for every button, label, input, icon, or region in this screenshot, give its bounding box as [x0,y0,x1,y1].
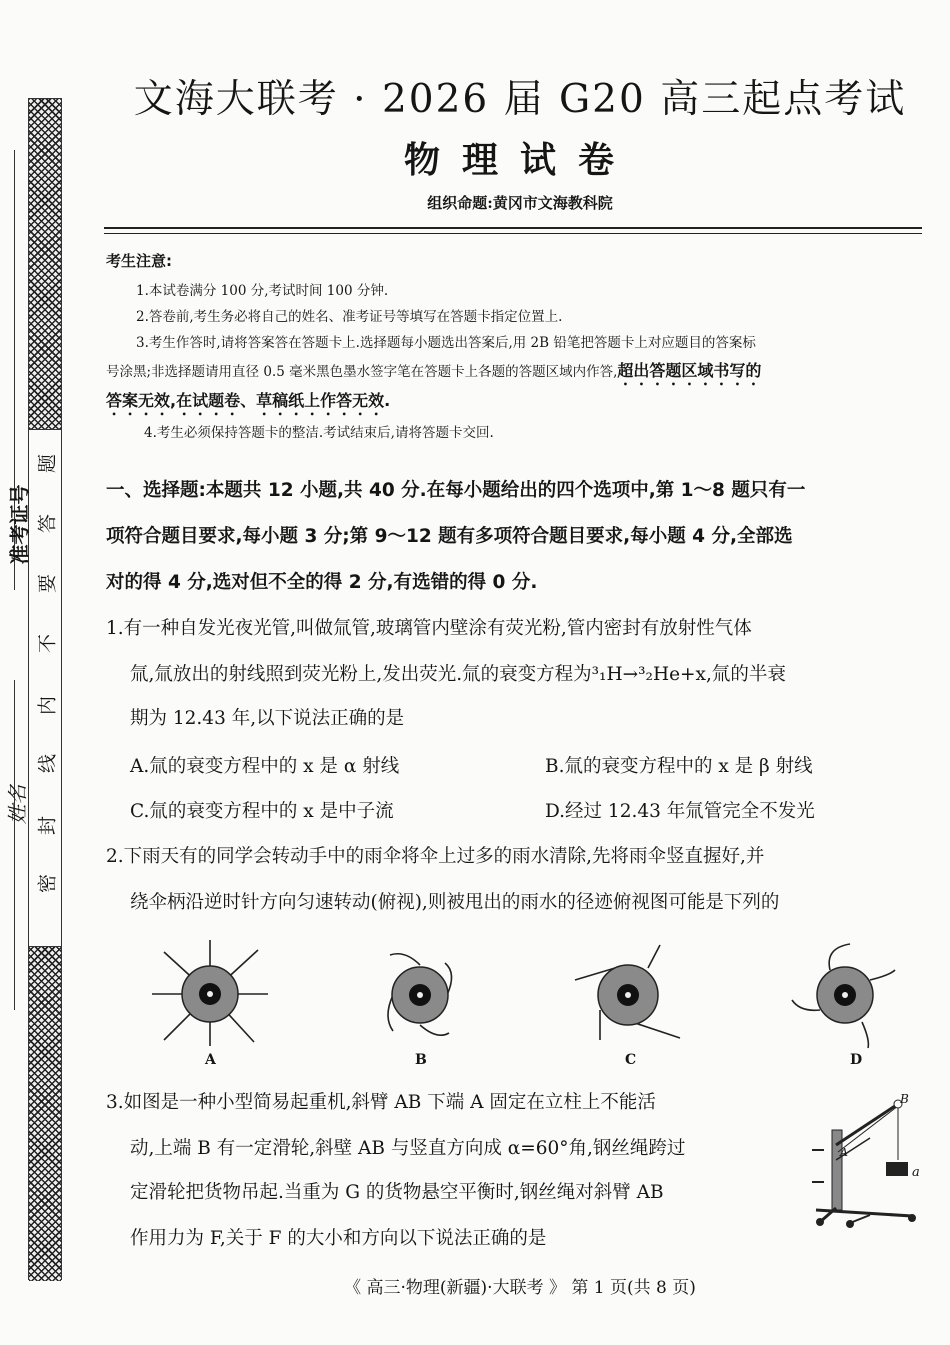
figure-label-c: C [625,1052,637,1068]
notice-item: 2.答卷前,考生务必将自己的姓名、准考证号等填写在答题卡指定位置上. [136,309,563,325]
name-fill-line [14,680,15,1010]
notice-item-line [106,358,921,389]
seal-char: 答 [36,514,59,534]
seal-char: 密 [36,874,59,894]
question-3-text: 定滑轮把货物吊起.当重为 G 的货物悬空平衡时,钢丝绳对斜臂 AB [130,1182,664,1203]
section-instruction: 项符合题目要求,每小题 3 分;第 9～12 题有多项符合题目要求,每小题 4 分,全部选 [106,526,793,547]
seal-char: 不 [36,634,59,654]
exam-title: 文海大联考 · 2026 届 G20 高三起点考试 [133,77,907,122]
question-3-text: 3.如图是一种小型简易起重机,斜臂 AB 下端 A 固定在立柱上不能活 [106,1092,656,1113]
section-instruction: 一、选择题:本题共 12 小题,共 40 分.在每小题给出的四个选项中,第 1～8 题只有一 [106,480,806,501]
umbrella-figure-d [790,940,900,1050]
question-3-text: 作用力为 F,关于 F 的大小和方向以下说法正确的是 [130,1228,547,1249]
umbrella-figure-c [570,940,690,1045]
seal-char: 要 [36,574,59,594]
page-footer: 《 高三·物理(新疆)·大联考 》 第 1 页(共 8 页) [344,1278,696,1298]
seal-char: 封 [36,816,59,836]
q1-option-b: B.氚的衰变方程中的 x 是 β 射线 [545,756,813,777]
question-1-text: 1.有一种自发光夜光管,叫做氚管,玻璃管内壁涂有荧光粉,管内密封有放射性气体 [106,618,752,639]
notice-heading: 考生注意: [106,252,172,270]
crane-figure [810,1090,925,1235]
seal-char: 内 [36,696,59,716]
binding-strip [28,98,62,1280]
figure-label-b: B [415,1052,427,1068]
crane-label-a: A [840,1146,848,1159]
question-3-text: 动,上端 B 有一定滑轮,斜壁 AB 与竖直方向成 α=60°角,钢丝绳跨过 [130,1138,686,1159]
figure-label-d: D [850,1052,863,1068]
notice-emphasis: 答案无效,在试题卷、草稿纸上作答无效. [106,391,391,410]
question-1-text: 期为 12.43 年,以下说法正确的是 [130,708,405,729]
notice-emphasis: 超出答题区域书写的 [617,361,762,380]
notice-item: 1.本试卷满分 100 分,考试时间 100 分钟. [136,283,389,299]
umbrella-figure-a [150,938,270,1048]
name-label: 姓名 [5,784,30,825]
section-instruction: 对的得 4 分,选对但不全的得 2 分,有选错的得 0 分. [106,572,538,593]
header-rule [104,227,922,229]
organizer-line: 组织命题:黄冈市文海教科院 [427,194,613,212]
seal-char: 题 [36,454,59,474]
notice-item-line [106,388,921,419]
notice-item: 4.考生必须保持答题卡的整洁.考试结束后,请将答题卡交回. [144,425,494,441]
notice-item: 3.考生作答时,请将答案答在答题卡上.选择题每小题选出答案后,用 2B 铅笔把答题卡上对应题目的答案标 [136,335,756,351]
q1-option-a: A.氚的衰变方程中的 x 是 α 射线 [130,756,400,777]
hatch-pattern-top [29,99,61,429]
q1-option-c: C.氚的衰变方程中的 x 是中子流 [130,801,394,822]
question-2-text: 2.下雨天有的同学会转动手中的雨伞将伞上过多的雨水清除,先将雨伞竖直握好,并 [106,846,765,867]
q1-option-d: D.经过 12.43 年氚管完全不发光 [545,801,815,822]
crane-label-alpha: a [912,1165,920,1180]
subject-title: 物理试卷 [403,140,636,181]
seal-box [29,429,61,947]
question-1-text: 氚,氚放出的射线照到荧光粉上,发出荧光.氚的衰变方程为³₁H→³₂He+x,氚的半衰 [130,664,786,685]
figure-label-a: A [205,1052,216,1068]
question-2-text: 绕伞柄沿逆时针方向匀速转动(俯视),则被甩出的雨水的径迹俯视图可能是下列的 [130,892,780,913]
umbrella-figure-b [365,945,475,1045]
hatch-pattern-bottom [29,947,61,1281]
id-number-label: 准考证号 [7,484,32,565]
seal-char: 线 [36,754,59,774]
notice-text: 号涂黑;非选择题请用直径 0.5 毫米黑色墨水签字笔在答题卡上各题的答题区域内作答, [106,364,618,380]
header-rule-thin [104,233,922,234]
crane-label-b: B [900,1092,909,1106]
